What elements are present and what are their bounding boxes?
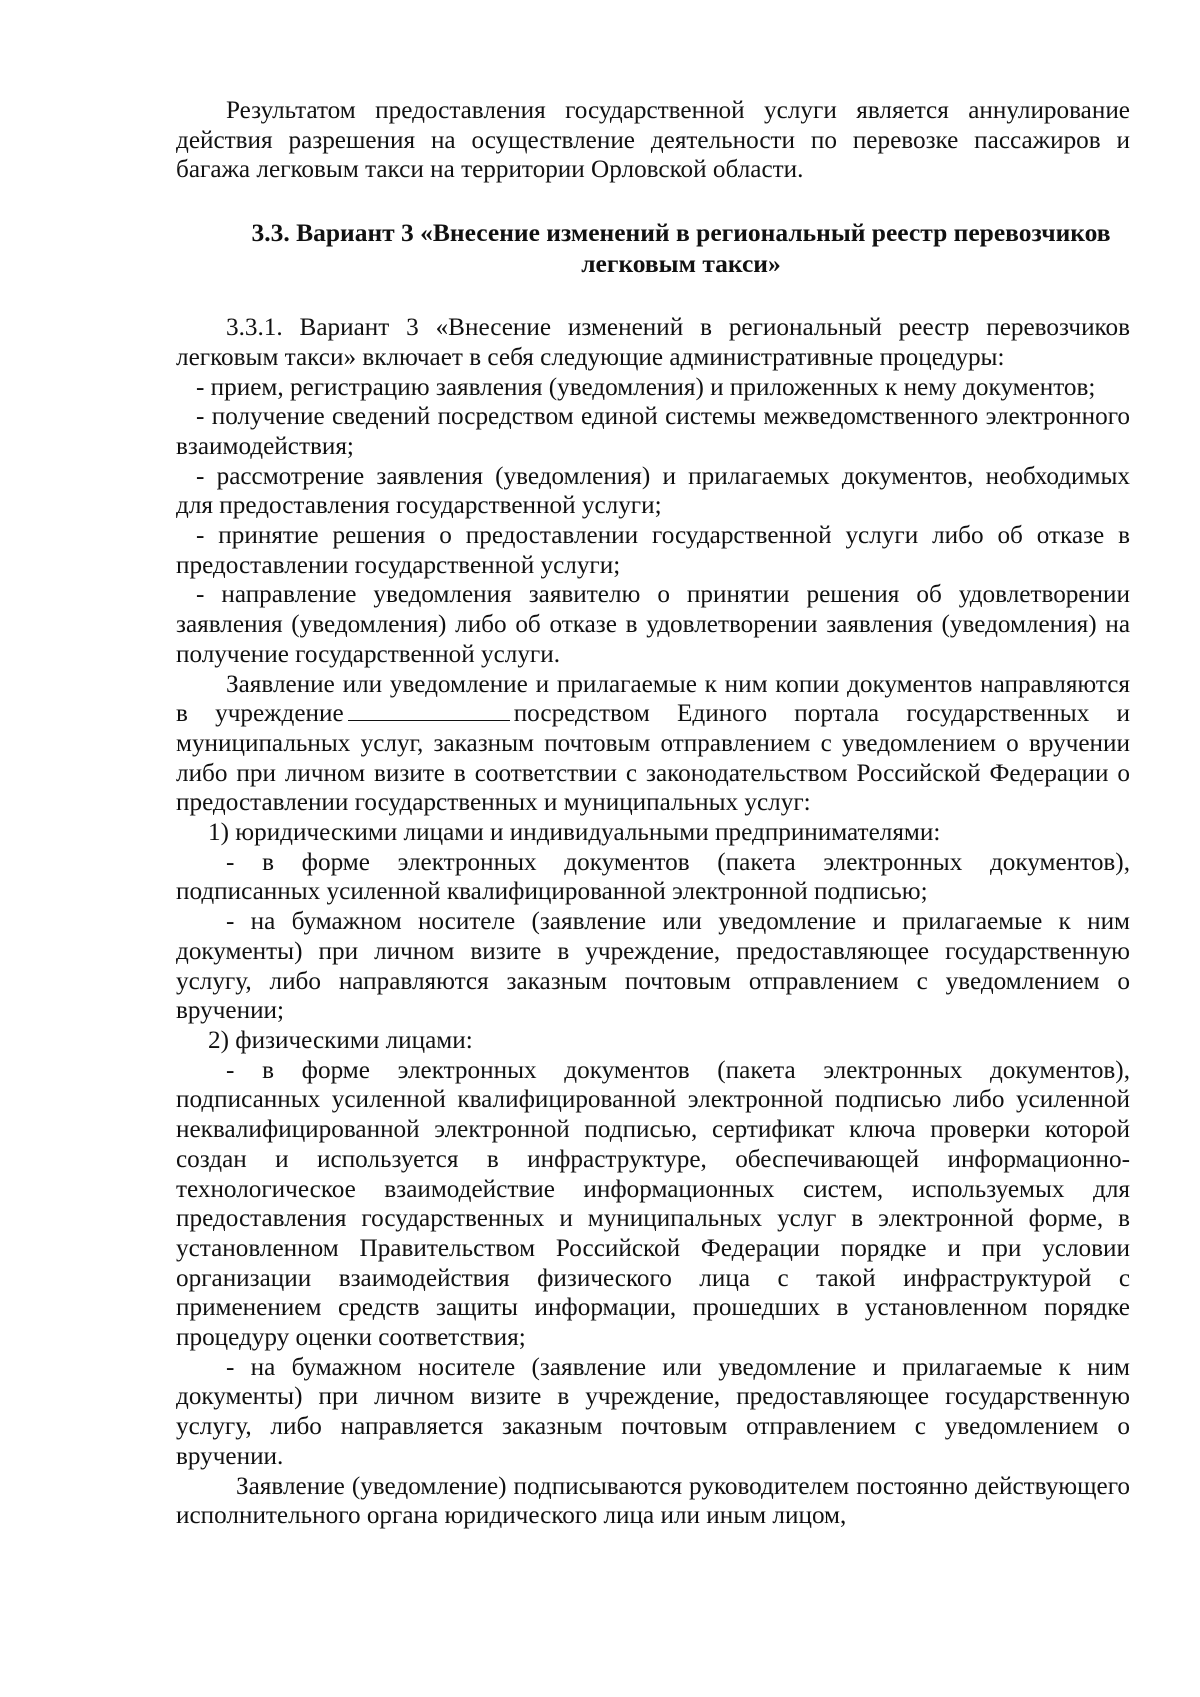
signature-paragraph: Заявление (уведомление) подписываются руководителем постоянно действующего исполнительного органа юридического лица или иным лицом, [176,1472,1130,1530]
procedure-item: - получение сведений посредством единой системы межведомственного электронного взаимодействия; [176,403,1130,460]
list-item: 1) юридическими лицами и индивидуальными предпринимателями: [208,819,941,847]
submission-text-after: посредством Единого портала государственных и муниципальных услуг, заказным почтовым отправлением с уведомлением о вручении либо при личном визите в соответствии с законодательством Российской Федерации о предоставлении государственных и муниципальных услуг: [176,700,1130,817]
list-subitem: - на бумажном носителе (заявление или уведомление и прилагаемые к ним документы) при личном визите в учреждение, предоставляющее государственную услугу, либо направляются заказным почтовым отправлением с уведомлением о вручении; [176,908,1130,1025]
procedure-item: - прием, регистрацию заявления (уведомления) и приложенных к нему документов; [196,373,1096,401]
procedure-item: - принятие решения о предоставлении государственной услуги либо об отказе в предоставлении государственной услуги; [176,522,1130,579]
procedure-item: - направление уведомления заявителю о принятии решения об удовлетворении заявления (уведомления) либо об отказе в удовлетворении заявления (уведомления) на получение государственной услуги. [176,581,1130,668]
list-subitem: - на бумажном носителе (заявление или уведомление и прилагаемые к ним документы) при личном визите в учреждение, предоставляющее государственную услугу, либо направляется заказным почтовым отправлением с уведомлением о вручении. [176,1353,1130,1470]
section-heading: 3.3. Вариант 3 «Внесение изменений в региональный реестр перевозчиков легковым такси» [251,218,1111,279]
submission-text-before: Заявление или уведомление и прилагаемые к ним копии документов направляются в учреждение [176,670,1130,728]
submission-paragraph [176,670,1130,819]
list-subitem: - в форме электронных документов (пакета электронных документов), подписанных усиленной квалифицированной электронной подписью либо усиленной неквалифицированной электронной подписью, сертификат ключа проверки которой создан и используется в инфраструктуре, обеспечивающей информационно-технологическое взаимодействие информационных систем, используемых для предоставления государственных и муниципальных услуг в электронной форме, в установленном Правительством Российской Федерации порядке и при условии организации взаимодействия физического лица с такой инфраструктурой с применением средств защиты информации, прошедших в установленном порядке процедуру оценки соответствия; [176,1056,1130,1352]
blank-field-line [348,704,510,721]
list-subitem: - в форме электронных документов (пакета электронных документов), подписанных усиленной квалифицированной электронной подписью; [176,848,1130,906]
list-item: 2) физическими лицами: [208,1026,473,1054]
procedure-item: - рассмотрение заявления (уведомления) и прилагаемых документов, необходимых для предоставления государственной услуги; [176,462,1130,520]
result-paragraph: Результатом предоставления государственной услуги является аннулирование действия разрешения на осуществление деятельности по перевозке пассажиров и багажа легковым такси на территории Орловской области. [176,97,1130,184]
document-page [176,96,1130,1531]
paragraph-3-3-1: 3.3.1. Вариант 3 «Внесение изменений в региональный реестр перевозчиков легковым такси» включает в себя следующие административные процедуры: [176,314,1130,371]
